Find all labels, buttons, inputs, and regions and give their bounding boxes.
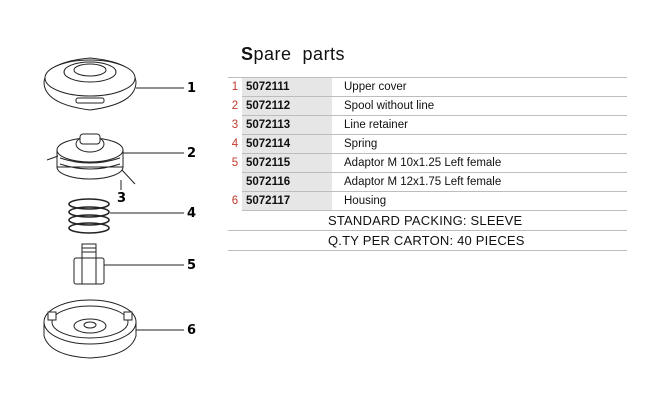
part-code: 5072112 <box>242 97 332 116</box>
part-description: Adaptor M 10x1.25 Left female <box>332 154 627 173</box>
housing-illustration <box>44 300 136 358</box>
table-row <box>228 192 627 211</box>
part-description: Spring <box>332 135 627 154</box>
part-index: 4 <box>231 138 239 150</box>
part-index: 5 <box>231 157 239 169</box>
table-row <box>228 154 627 173</box>
title-initial: S <box>241 44 254 64</box>
table-row <box>228 97 627 116</box>
part-code: 5072117 <box>242 192 332 211</box>
spring-illustration <box>69 199 109 233</box>
part-description: Upper cover <box>332 78 627 97</box>
spool-illustration <box>47 134 135 184</box>
part-code: 5072114 <box>242 135 332 154</box>
part-description: Housing <box>332 192 627 211</box>
part-index: 2 <box>231 100 239 112</box>
part-index: 1 <box>228 78 242 97</box>
carton-row <box>228 231 627 251</box>
callout-3: 3 <box>117 191 127 206</box>
table-row <box>228 173 627 192</box>
callout-4: 4 <box>187 206 197 221</box>
spare-parts-table <box>228 77 627 251</box>
table-row <box>228 78 627 97</box>
part-description: Adaptor M 12x1.75 Left female <box>332 173 627 192</box>
table-row <box>228 135 627 154</box>
part-code: 5072111 <box>242 78 332 97</box>
part-code: 5072116 <box>242 173 332 192</box>
upper-cover-illustration <box>44 58 136 110</box>
part-code: 5072115 <box>242 154 332 173</box>
packing-row <box>228 211 627 231</box>
part-description: Line retainer <box>332 116 627 135</box>
page-title <box>241 44 345 65</box>
table-row <box>228 116 627 135</box>
exploded-parts-diagram <box>0 0 220 407</box>
callout-5: 5 <box>187 258 197 273</box>
part-index: 6 <box>231 195 239 207</box>
callout-1: 1 <box>187 81 197 96</box>
standard-packing-label: STANDARD PACKING: SLEEVE <box>228 211 627 231</box>
part-code: 5072113 <box>242 116 332 135</box>
title-rest: pare parts <box>253 44 346 64</box>
part-index <box>228 173 242 192</box>
quantity-per-carton-label: Q.TY PER CARTON: 40 PIECES <box>228 231 627 251</box>
part-description: Spool without line <box>332 97 627 116</box>
callout-2: 2 <box>187 146 197 161</box>
adaptor-illustration <box>74 244 104 284</box>
part-index: 3 <box>231 119 239 131</box>
callout-6: 6 <box>187 323 197 338</box>
